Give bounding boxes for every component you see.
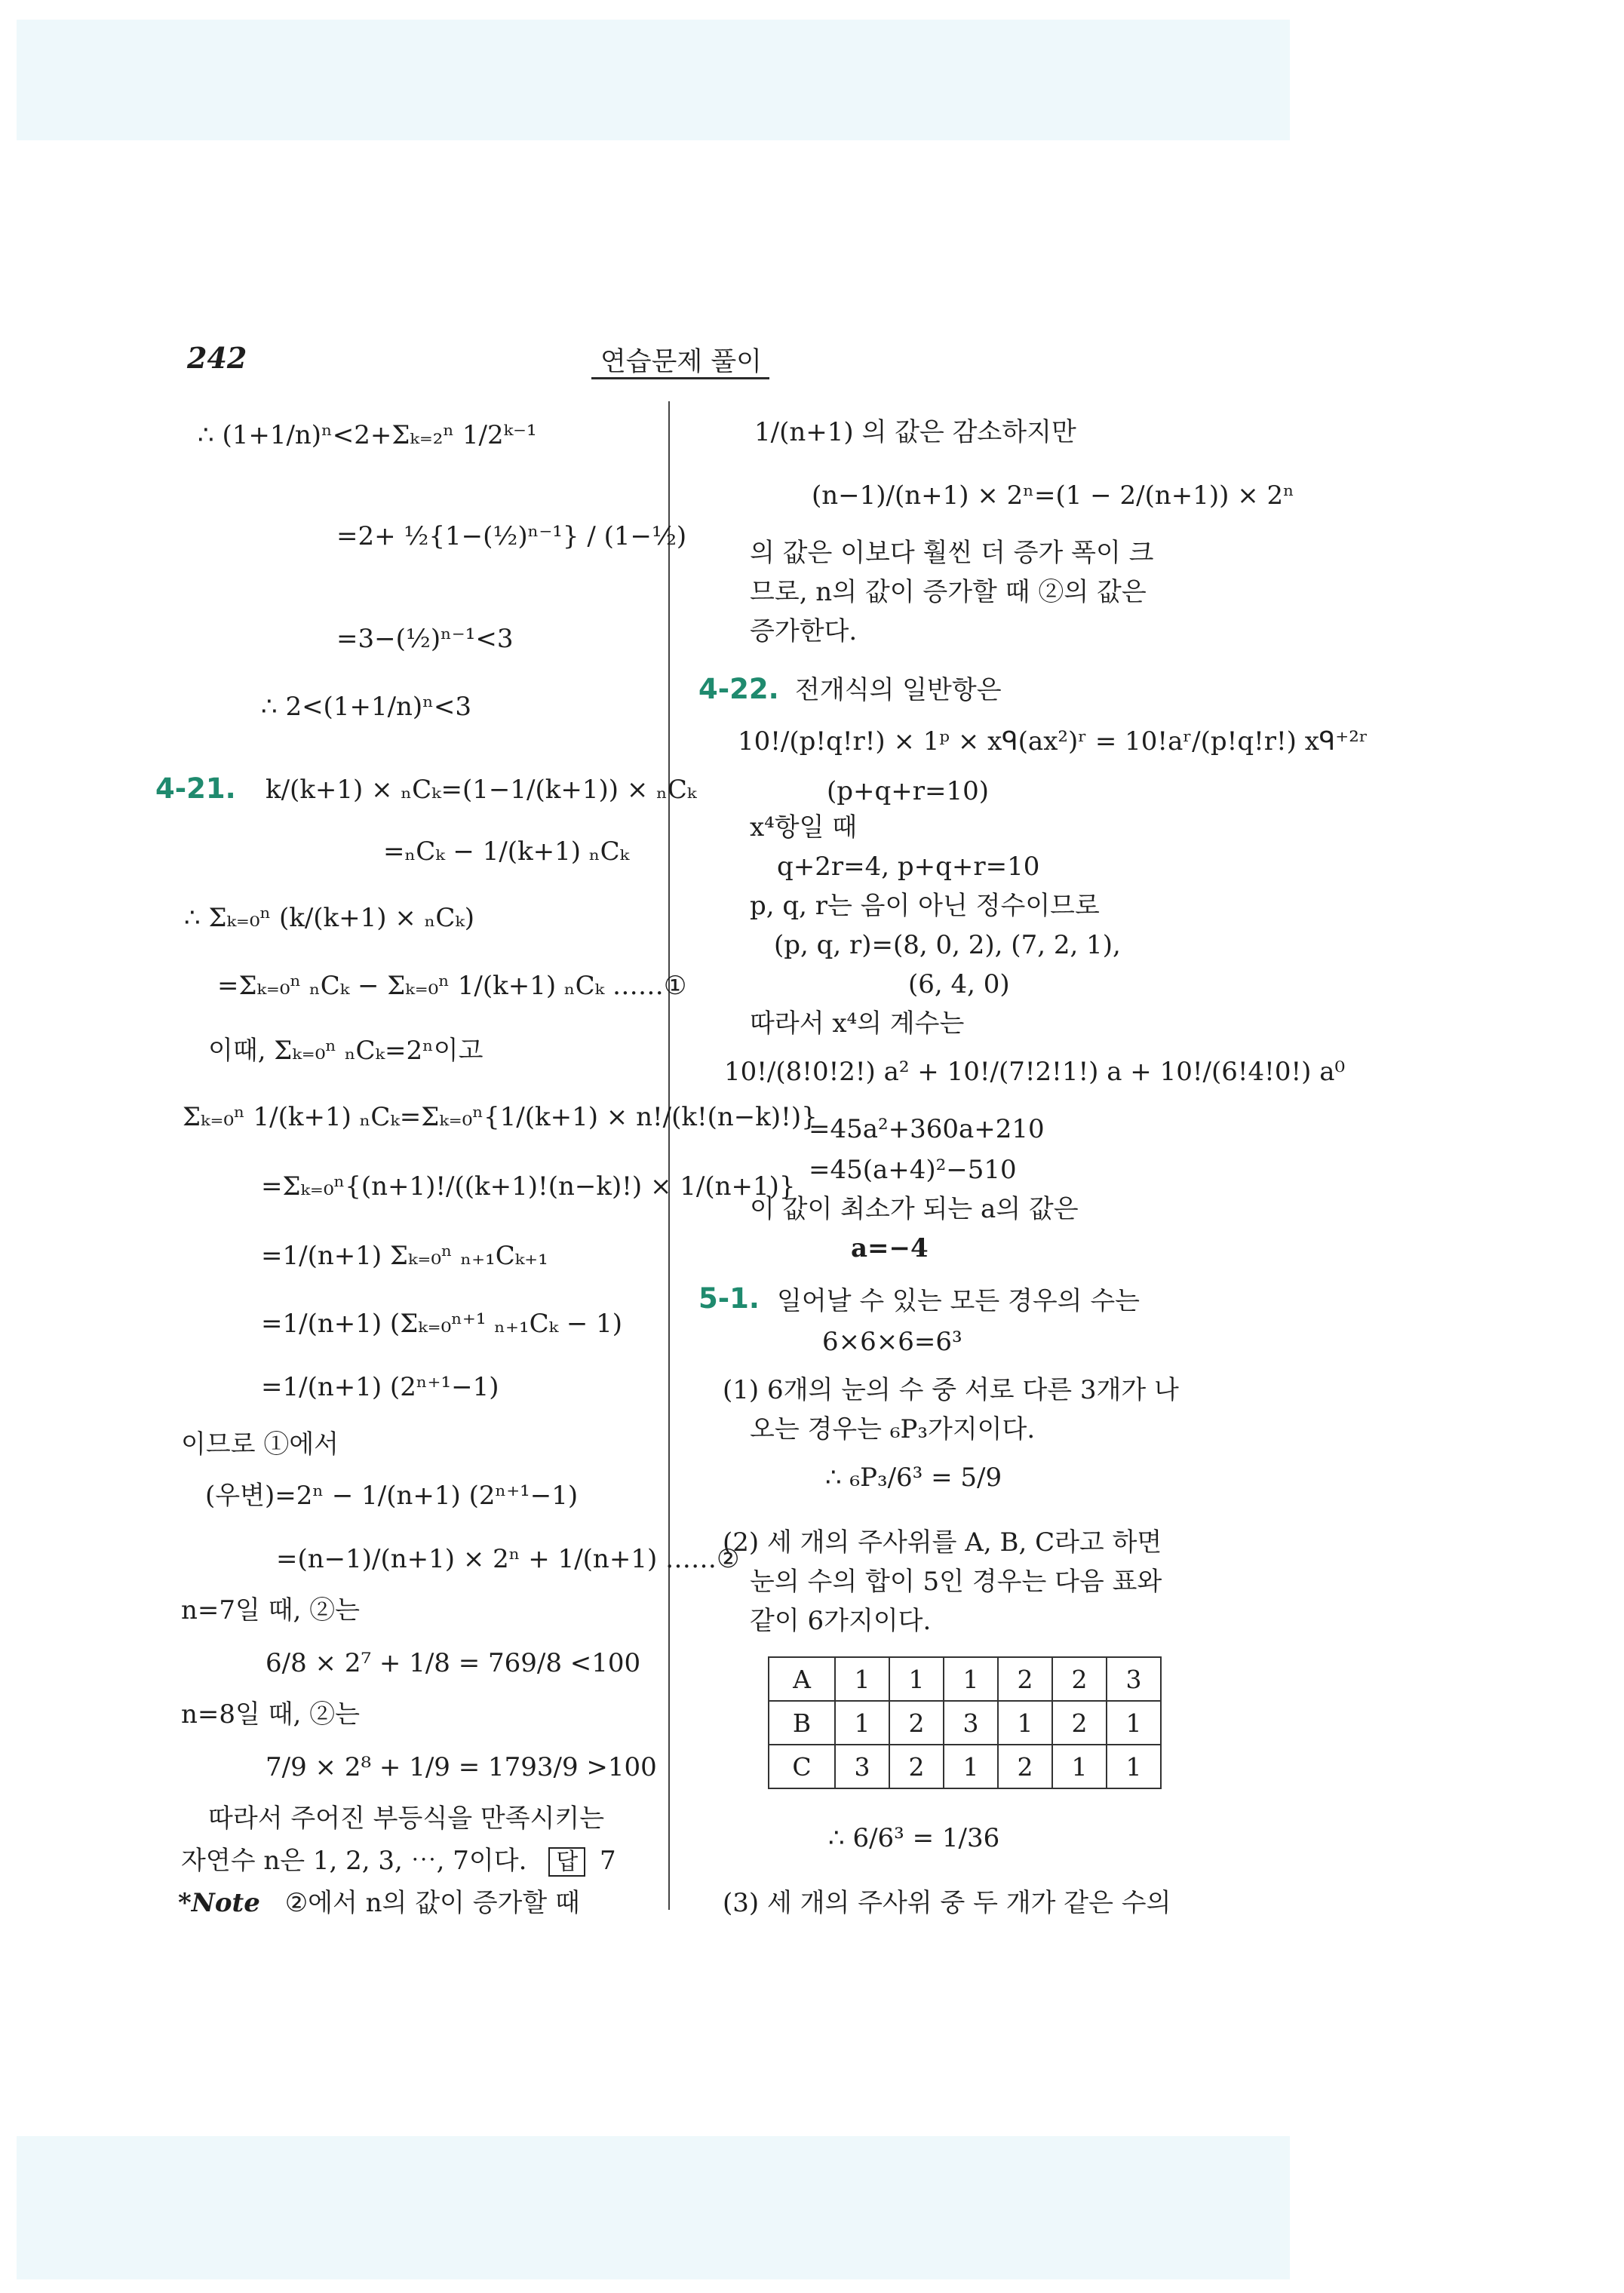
line-r9: x⁴항일 때 xyxy=(750,812,858,843)
line-r14: 따라서 x⁴의 계수는 xyxy=(750,1008,965,1039)
table-cell: 1 xyxy=(1107,1745,1161,1788)
line-r13: (6, 4, 0) xyxy=(908,969,1010,999)
line-l10: Σₖ₌₀ⁿ 1/(k+1) ₙCₖ=Σₖ₌₀ⁿ{1/(k+1) × n!/(k!(n−k)!)} xyxy=(183,1102,818,1132)
line-l22: 따라서 주어진 부등식을 만족시키는 xyxy=(208,1803,605,1834)
table-cell: 2 xyxy=(1052,1701,1107,1745)
note-line xyxy=(178,1890,580,1916)
line-r22: (1) 6개의 눈의 수 중 서로 다른 3개가 나 xyxy=(723,1375,1179,1405)
table-cell: 1 xyxy=(835,1657,889,1701)
line-r4: 므로, n의 값이 증가할 때 ②의 값은 xyxy=(750,577,1147,607)
line-l16: (우변)=2ⁿ − 1/(n+1) (2ⁿ⁺¹−1) xyxy=(205,1481,579,1511)
line-r25: (2) 세 개의 주사위를 A, B, C라고 하면 xyxy=(723,1527,1162,1558)
line-r17: =45(a+4)²−510 xyxy=(809,1155,1017,1185)
line-l13: =1/(n+1) (Σₖ₌₀ⁿ⁺¹ ₙ₊₁Cₖ − 1) xyxy=(261,1309,623,1339)
table-cell: 2 xyxy=(998,1745,1052,1788)
line-l5: k/(k+1) × ₙCₖ=(1−1/(k+1)) × ₙCₖ xyxy=(266,775,697,805)
problem-label: 5-1. xyxy=(698,1282,760,1315)
line-l4: ∴ 2<(1+1/n)ⁿ<3 xyxy=(261,692,472,722)
line-l3: =3−(½)ⁿ⁻¹<3 xyxy=(336,624,514,654)
header-underline xyxy=(591,377,769,379)
line-r5: 증가한다. xyxy=(750,616,858,646)
row-label: C xyxy=(769,1745,835,1788)
problem-number-5-1 xyxy=(698,1282,760,1315)
table-cell: 1 xyxy=(944,1745,998,1788)
line-r10: q+2r=4, p+q+r=10 xyxy=(777,852,1040,882)
table-cell: 1 xyxy=(1107,1701,1161,1745)
line-l23: 자연수 n은 1, 2, 3, ⋯, 7이다. xyxy=(181,1846,527,1876)
line-r3: 의 값은 이보다 훨씬 더 증가 폭이 크 xyxy=(750,538,1154,568)
table-row xyxy=(769,1745,1161,1788)
line-l24: ②에서 n의 값이 증가할 때 xyxy=(284,1888,580,1918)
note-label: *Note xyxy=(178,1888,260,1918)
answer-line xyxy=(181,1848,616,1874)
table-cell: 1 xyxy=(944,1657,998,1701)
line-r21: 6×6×6=6³ xyxy=(822,1327,962,1357)
header-title: 연습문제 풀이 xyxy=(600,347,762,377)
line-r18: 이 값이 최소가 되는 a의 값은 xyxy=(750,1194,1079,1224)
column-divider xyxy=(668,401,670,1910)
line-l18: n=7일 때, ②는 xyxy=(181,1595,360,1625)
problem-label: 4-21. xyxy=(155,772,236,805)
line-l12: =1/(n+1) Σₖ₌₀ⁿ ₙ₊₁Cₖ₊₁ xyxy=(261,1241,548,1271)
line-l6: =ₙCₖ − 1/(k+1) ₙCₖ xyxy=(383,836,629,867)
line-l7: ∴ Σₖ₌₀ⁿ (k/(k+1) × ₙCₖ) xyxy=(184,903,475,933)
line-r24: ∴ ₆P₃/6³ = 5/9 xyxy=(825,1463,1002,1493)
line-l8: =Σₖ₌₀ⁿ ₙCₖ − Σₖ₌₀ⁿ 1/(k+1) ₙCₖ ……① xyxy=(217,971,687,1001)
line-r2: (n−1)/(n+1) × 2ⁿ=(1 − 2/(n+1)) × 2ⁿ xyxy=(812,480,1294,511)
line-r1: 1/(n+1) 의 값은 감소하지만 xyxy=(754,417,1076,447)
line-r11: p, q, r는 음이 아닌 정수이므로 xyxy=(750,891,1100,921)
line-l1: ∴ (1+1/n)ⁿ<2+Σₖ₌₂ⁿ 1/2ᵏ⁻¹ xyxy=(198,420,537,450)
table-cell: 1 xyxy=(835,1701,889,1745)
problem-number-4-21 xyxy=(155,772,236,805)
table-cell: 3 xyxy=(1107,1657,1161,1701)
line-r15: 10!/(8!0!2!) a² + 10!/(7!2!1!) a + 10!/(6!4!0!) a⁰ xyxy=(724,1057,1346,1087)
line-r20: 일어날 수 있는 모든 경우의 수는 xyxy=(777,1286,1140,1316)
row-label: B xyxy=(769,1701,835,1745)
line-l15: 이므로 ①에서 xyxy=(181,1429,339,1460)
page-number: 242 xyxy=(187,341,247,375)
table-cell: 2 xyxy=(1052,1657,1107,1701)
line-r8: (p+q+r=10) xyxy=(827,776,990,806)
table-cell: 3 xyxy=(835,1745,889,1788)
line-r26: 눈의 수의 합이 5인 경우는 다음 표와 xyxy=(750,1567,1162,1597)
line-r7: 10!/(p!q!r!) × 1ᵖ × xᑫ(ax²)ʳ = 10!aʳ/(p!q!r!) xᑫ⁺²ʳ xyxy=(738,726,1368,757)
line-r28: ∴ 6/6³ = 1/36 xyxy=(828,1823,1000,1853)
table-row xyxy=(769,1701,1161,1745)
line-r6: 전개식의 일반항은 xyxy=(795,675,1002,705)
table-cell: 1 xyxy=(889,1657,944,1701)
line-r27: 같이 6가지이다. xyxy=(750,1606,932,1636)
line-l20: n=8일 때, ②는 xyxy=(181,1699,360,1730)
row-label: A xyxy=(769,1657,835,1701)
table-cell: 1 xyxy=(1052,1745,1107,1788)
line-r16: =45a²+360a+210 xyxy=(809,1114,1045,1144)
line-l2: =2+ ½{1−(½)ⁿ⁻¹} / (1−½) xyxy=(336,521,687,551)
dice-sum-table xyxy=(768,1656,1162,1789)
line-r29: (3) 세 개의 주사위 중 두 개가 같은 수의 xyxy=(723,1888,1171,1918)
table-cell: 2 xyxy=(889,1745,944,1788)
line-l19: 6/8 × 2⁷ + 1/8 = 769/8 <100 xyxy=(266,1648,641,1678)
line-l14: =1/(n+1) (2ⁿ⁺¹−1) xyxy=(261,1372,499,1402)
line-r19: a=−4 xyxy=(851,1233,929,1263)
line-l11: =Σₖ₌₀ⁿ{(n+1)!/((k+1)!(n−k)!) × 1/(n+1)} xyxy=(261,1171,796,1202)
bottom-tint-band xyxy=(17,2136,1290,2279)
table-cell: 2 xyxy=(998,1657,1052,1701)
table-cell: 3 xyxy=(944,1701,998,1745)
line-l21: 7/9 × 2⁸ + 1/9 = 1793/9 >100 xyxy=(266,1752,657,1782)
problem-label: 4-22. xyxy=(698,673,779,705)
answer-box: 답 xyxy=(548,1847,585,1877)
top-tint-band xyxy=(17,20,1290,140)
problem-number-4-22 xyxy=(698,673,779,705)
table-cell: 2 xyxy=(889,1701,944,1745)
table-cell: 1 xyxy=(998,1701,1052,1745)
line-l17: =(n−1)/(n+1) × 2ⁿ + 1/(n+1) ……② xyxy=(276,1544,740,1574)
answer-value: 7 xyxy=(599,1846,616,1876)
line-r12: (p, q, r)=(8, 0, 2), (7, 2, 1), xyxy=(774,930,1121,960)
line-r23: 오는 경우는 ₆P₃가지이다. xyxy=(750,1414,1036,1444)
table-row xyxy=(769,1657,1161,1701)
line-l9: 이때, Σₖ₌₀ⁿ ₙCₖ=2ⁿ이고 xyxy=(208,1036,484,1066)
